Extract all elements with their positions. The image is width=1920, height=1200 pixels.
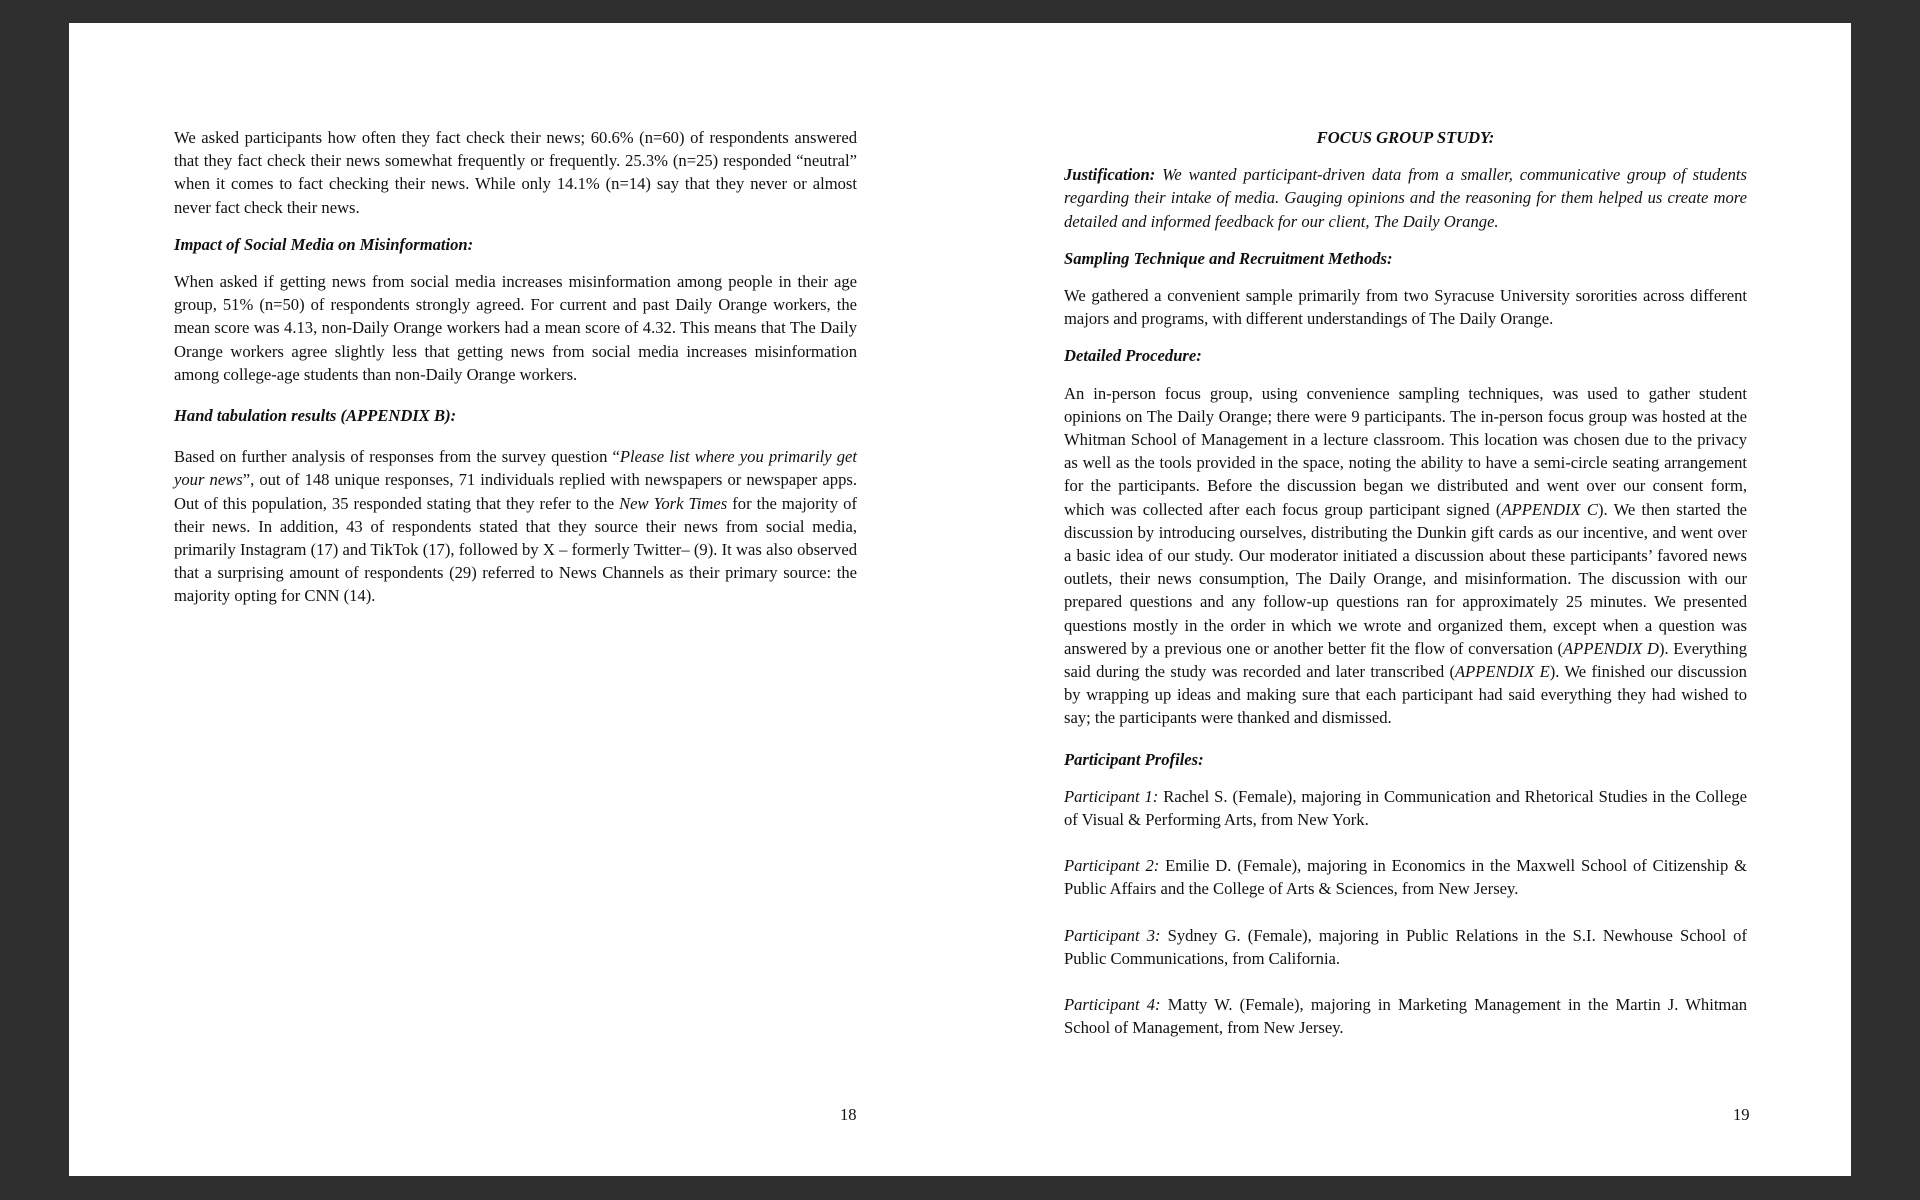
procedure-paragraph (1064, 382, 1747, 730)
participant-profiles-heading: Participant Profiles: (1064, 749, 1204, 769)
impact-paragraph: When asked if getting news from social media increases misinformation among people in their age group, 51% (n=50) of respondents strongly agreed. For current and past Daily Orange workers, the mean score was 4.13, non-Daily Orange workers had a mean score of 4.32. This means that The Daily Orange workers agree slightly less that getting news from social media increases misinformation among college-age students than non-Daily Orange workers. (174, 272, 857, 384)
hand-text-1: Based on further analysis of responses from the survey question “ (174, 447, 620, 467)
page-number-right: 19 (1733, 1105, 1750, 1124)
hand-text-2: ”, out of 148 unique responses, 71 individuals replied with newspapers or newspaper apps. Out of this population, 35 responded stating that they refer to the (174, 470, 857, 513)
proc-text-1: An in-person focus group, using convenience sampling techniques, was used to gather student opinions on The Daily Orange; there were 9 participants. The in-person focus group was hosted at the Whitman School of Management in a lecture classroom. This location was chosen due to the privacy as well as the tools provided in the space, noting the ability to have a semi-circle seating arrangement for the participants. Before the discussion began we distributed and went over our consent form, which was collected after each focus group participant signed ( (1064, 383, 1747, 519)
sampling-heading: Sampling Technique and Recruitment Methods: (1064, 248, 1393, 268)
justification-label: Justification: (1064, 165, 1156, 185)
participant-description: Matty W. (Female), majoring in Marketing Management in the Martin J. Whitman School of Management, from New Jersey. (1064, 995, 1747, 1038)
proc-text-4: ). We finished our discussion by wrapping up ideas and making sure that each participant had said everything they had wished to say; the participants were thanked and dismissed. (1064, 662, 1747, 728)
participant-profile (1064, 924, 1747, 970)
two-page-spread (69, 23, 1851, 1176)
participant-label: Participant 3: (1064, 925, 1161, 945)
hand-question-quote: Please list where you primarily get your news (174, 447, 857, 490)
fact-check-paragraph: We asked participants how often they fact check their news; 60.6% (n=60) of respondents answered that they fact check their news somewhat frequently or frequently. 25.3% (n=25) responded “neutral” when it comes to fact checking their news. While only 14.1% (n=14) say that they never or almost never fact check their news. (174, 128, 857, 217)
proc-text-2: ). We then started the discussion by introducing ourselves, distributing the Dunkin gift cards as our incentive, and went over a basic idea of our study. Our moderator initiated a discussion about these participants’ favored news outlets, their news consumption, The Daily Orange, and misinformation. The discussion with our prepared questions and any follow-up questions ran for approximately 25 minutes. We presented questions mostly in the order in which we wrote and organized them, except when a question was answered by a previous one or another better fit the flow of conversation ( (1064, 499, 1747, 658)
left-page-content (174, 126, 857, 622)
impact-heading: Impact of Social Media on Misinformation: (174, 234, 474, 254)
sampling-paragraph: We gathered a convenient sample primarily from two Syracuse University sororities across different majors and programs, with different understandings of The Daily Orange. (1064, 286, 1747, 329)
justification-text: We wanted participant-driven data from a smaller, communicative group of students regarding their intake of media. Gauging opinions and the reasoning for them helped us create more detailed and informed feedback for our client, The Daily Orange. (1064, 165, 1747, 231)
procedure-heading: Detailed Procedure: (1064, 346, 1202, 366)
participant-label: Participant 2: (1064, 856, 1160, 876)
participant-description: Rachel S. (Female), majoring in Communication and Rhetorical Studies in the College of Visual & Performing Arts, from New York. (1064, 786, 1747, 830)
hand-text-3: for the majority of their news. In addition, 43 of respondents stated that they source their news from social media, primarily Instagram (17) and TikTok (17), followed by X – formerly Twitter– (9). It was also observed that a surprising amount of respondents (29) referred to News Channels as their primary source: the majority opting for CNN (14). (174, 493, 857, 606)
participant-profile (1064, 785, 1747, 831)
proc-appendix-e: APPENDIX E (1455, 662, 1550, 682)
proc-appendix-c: APPENDIX C (1501, 499, 1598, 519)
participant-profile (1064, 993, 1747, 1039)
focus-group-title: FOCUS GROUP STUDY: (1316, 128, 1495, 147)
right-page-content (1064, 126, 1747, 1063)
hand-nyt-title: New York Times (619, 493, 728, 513)
proc-appendix-d: APPENDIX D (1563, 638, 1659, 658)
participant-label: Participant 4: (1064, 995, 1161, 1015)
participant-profile (1064, 854, 1747, 900)
participant-label: Participant 1: (1064, 786, 1159, 806)
justification-paragraph (1064, 163, 1747, 233)
participant-description: Sydney G. (Female), majoring in Public Relations in the S.I. Newhouse School of Public Communications, from California. (1064, 925, 1748, 968)
hand-tabulation-heading: Hand tabulation results (APPENDIX B): (174, 406, 457, 426)
participant-description: Emilie D. (Female), majoring in Economics in the Maxwell School of Citizenship & Public Affairs and the College of Arts & Sciences, from New Jersey. (1064, 856, 1748, 899)
proc-text-3: ). Everything said during the study was recorded and later transcribed ( (1064, 638, 1747, 682)
page-number-left: 18 (840, 1105, 857, 1124)
hand-tabulation-paragraph (174, 445, 857, 607)
